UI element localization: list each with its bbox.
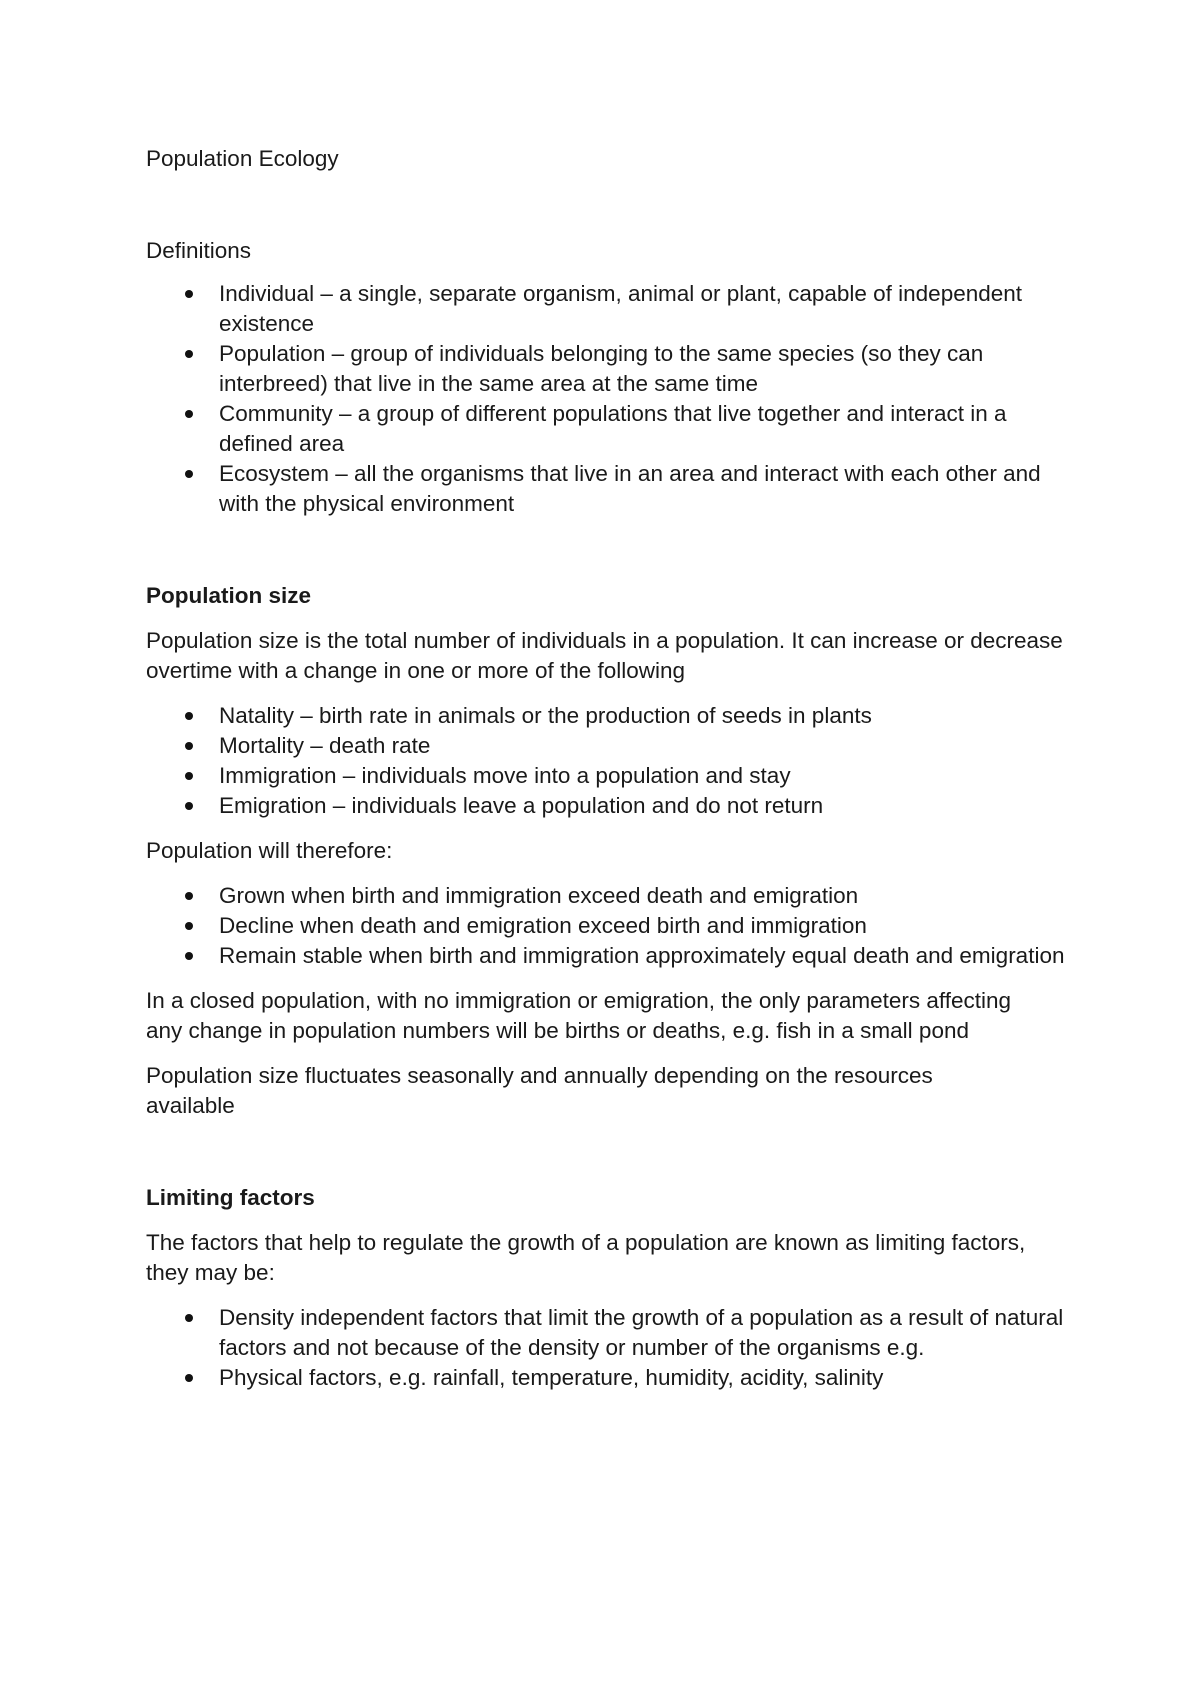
bullet-icon bbox=[185, 290, 193, 298]
definitions-label: Definitions bbox=[146, 238, 252, 263]
document-page bbox=[146, 144, 1086, 1393]
bullet-icon bbox=[185, 802, 193, 810]
list-item bbox=[146, 399, 1086, 459]
limiting-factor-density-independent: Density independent factors that limit the growth of a population as a result of natural factors and not because of the density or number of the organisms e.g. bbox=[219, 1305, 1064, 1360]
population-factors-list bbox=[146, 701, 1086, 821]
definition-population: Population – group of individuals belonging to the same species (so they can interbreed) that live in the same area at the same time bbox=[219, 341, 984, 396]
outcome-decline: Decline when death and emigration exceed birth and immigration bbox=[219, 913, 867, 938]
limiting-factors-intro: The factors that help to regulate the growth of a population are known as limiting factors, they may be: bbox=[146, 1230, 1026, 1285]
list-item bbox=[146, 761, 1086, 791]
closed-population-text: In a closed population, with no immigration or emigration, the only parameters affecting any change in population numbers will be births or deaths, e.g. fish in a small pond bbox=[146, 988, 1012, 1043]
bullet-icon bbox=[185, 892, 193, 900]
list-item bbox=[146, 279, 1099, 339]
factor-emigration: Emigration – individuals leave a population and do not return bbox=[219, 793, 824, 818]
bullet-icon bbox=[185, 350, 193, 358]
limiting-factor-physical: Physical factors, e.g. rainfall, temperature, humidity, acidity, salinity bbox=[219, 1365, 884, 1390]
bullet-icon bbox=[185, 1374, 193, 1382]
list-item bbox=[146, 881, 1086, 911]
list-item bbox=[146, 911, 1086, 941]
list-item bbox=[146, 339, 1086, 399]
population-size-intro: Population size is the total number of individuals in a population. It can increase or decrease overtime with a change in one or more of the following bbox=[146, 628, 1063, 683]
bullet-icon bbox=[185, 470, 193, 478]
definition-individual: Individual – a single, separate organism, animal or plant, capable of independent existence bbox=[219, 281, 1023, 336]
outcome-grow: Grown when birth and immigration exceed death and emigration bbox=[219, 883, 859, 908]
bullet-icon bbox=[185, 1314, 193, 1322]
definitions-list bbox=[146, 279, 1086, 519]
list-item bbox=[146, 941, 1099, 971]
factor-natality: Natality – birth rate in animals or the production of seeds in plants bbox=[219, 703, 872, 728]
definition-community: Community – a group of different populations that live together and interact in a defined area bbox=[219, 401, 1007, 456]
bullet-icon bbox=[185, 742, 193, 750]
limiting-factors-list bbox=[146, 1303, 1086, 1393]
section-heading-limiting-factors: Limiting factors bbox=[146, 1185, 315, 1210]
therefore-label: Population will therefore: bbox=[146, 838, 393, 863]
bullet-icon bbox=[185, 952, 193, 960]
document-title: Population Ecology bbox=[146, 146, 339, 171]
factor-immigration: Immigration – individuals move into a population and stay bbox=[219, 763, 791, 788]
list-item bbox=[146, 731, 1086, 761]
list-item bbox=[146, 1363, 1086, 1393]
list-item bbox=[146, 701, 1086, 731]
fluctuation-text: Population size fluctuates seasonally and annually depending on the resources available bbox=[146, 1063, 933, 1118]
list-item bbox=[146, 791, 1086, 821]
factor-mortality: Mortality – death rate bbox=[219, 733, 431, 758]
bullet-icon bbox=[185, 922, 193, 930]
outcome-stable: Remain stable when birth and immigration approximately equal death and emigration bbox=[219, 943, 1065, 968]
section-heading-population-size: Population size bbox=[146, 583, 312, 608]
list-item bbox=[146, 1303, 1119, 1363]
bullet-icon bbox=[185, 772, 193, 780]
bullet-icon bbox=[185, 410, 193, 418]
list-item bbox=[146, 459, 1086, 519]
population-outcomes-list bbox=[146, 881, 1086, 971]
definition-ecosystem: Ecosystem – all the organisms that live in an area and interact with each other and with the physical environment bbox=[219, 461, 1041, 516]
bullet-icon bbox=[185, 712, 193, 720]
